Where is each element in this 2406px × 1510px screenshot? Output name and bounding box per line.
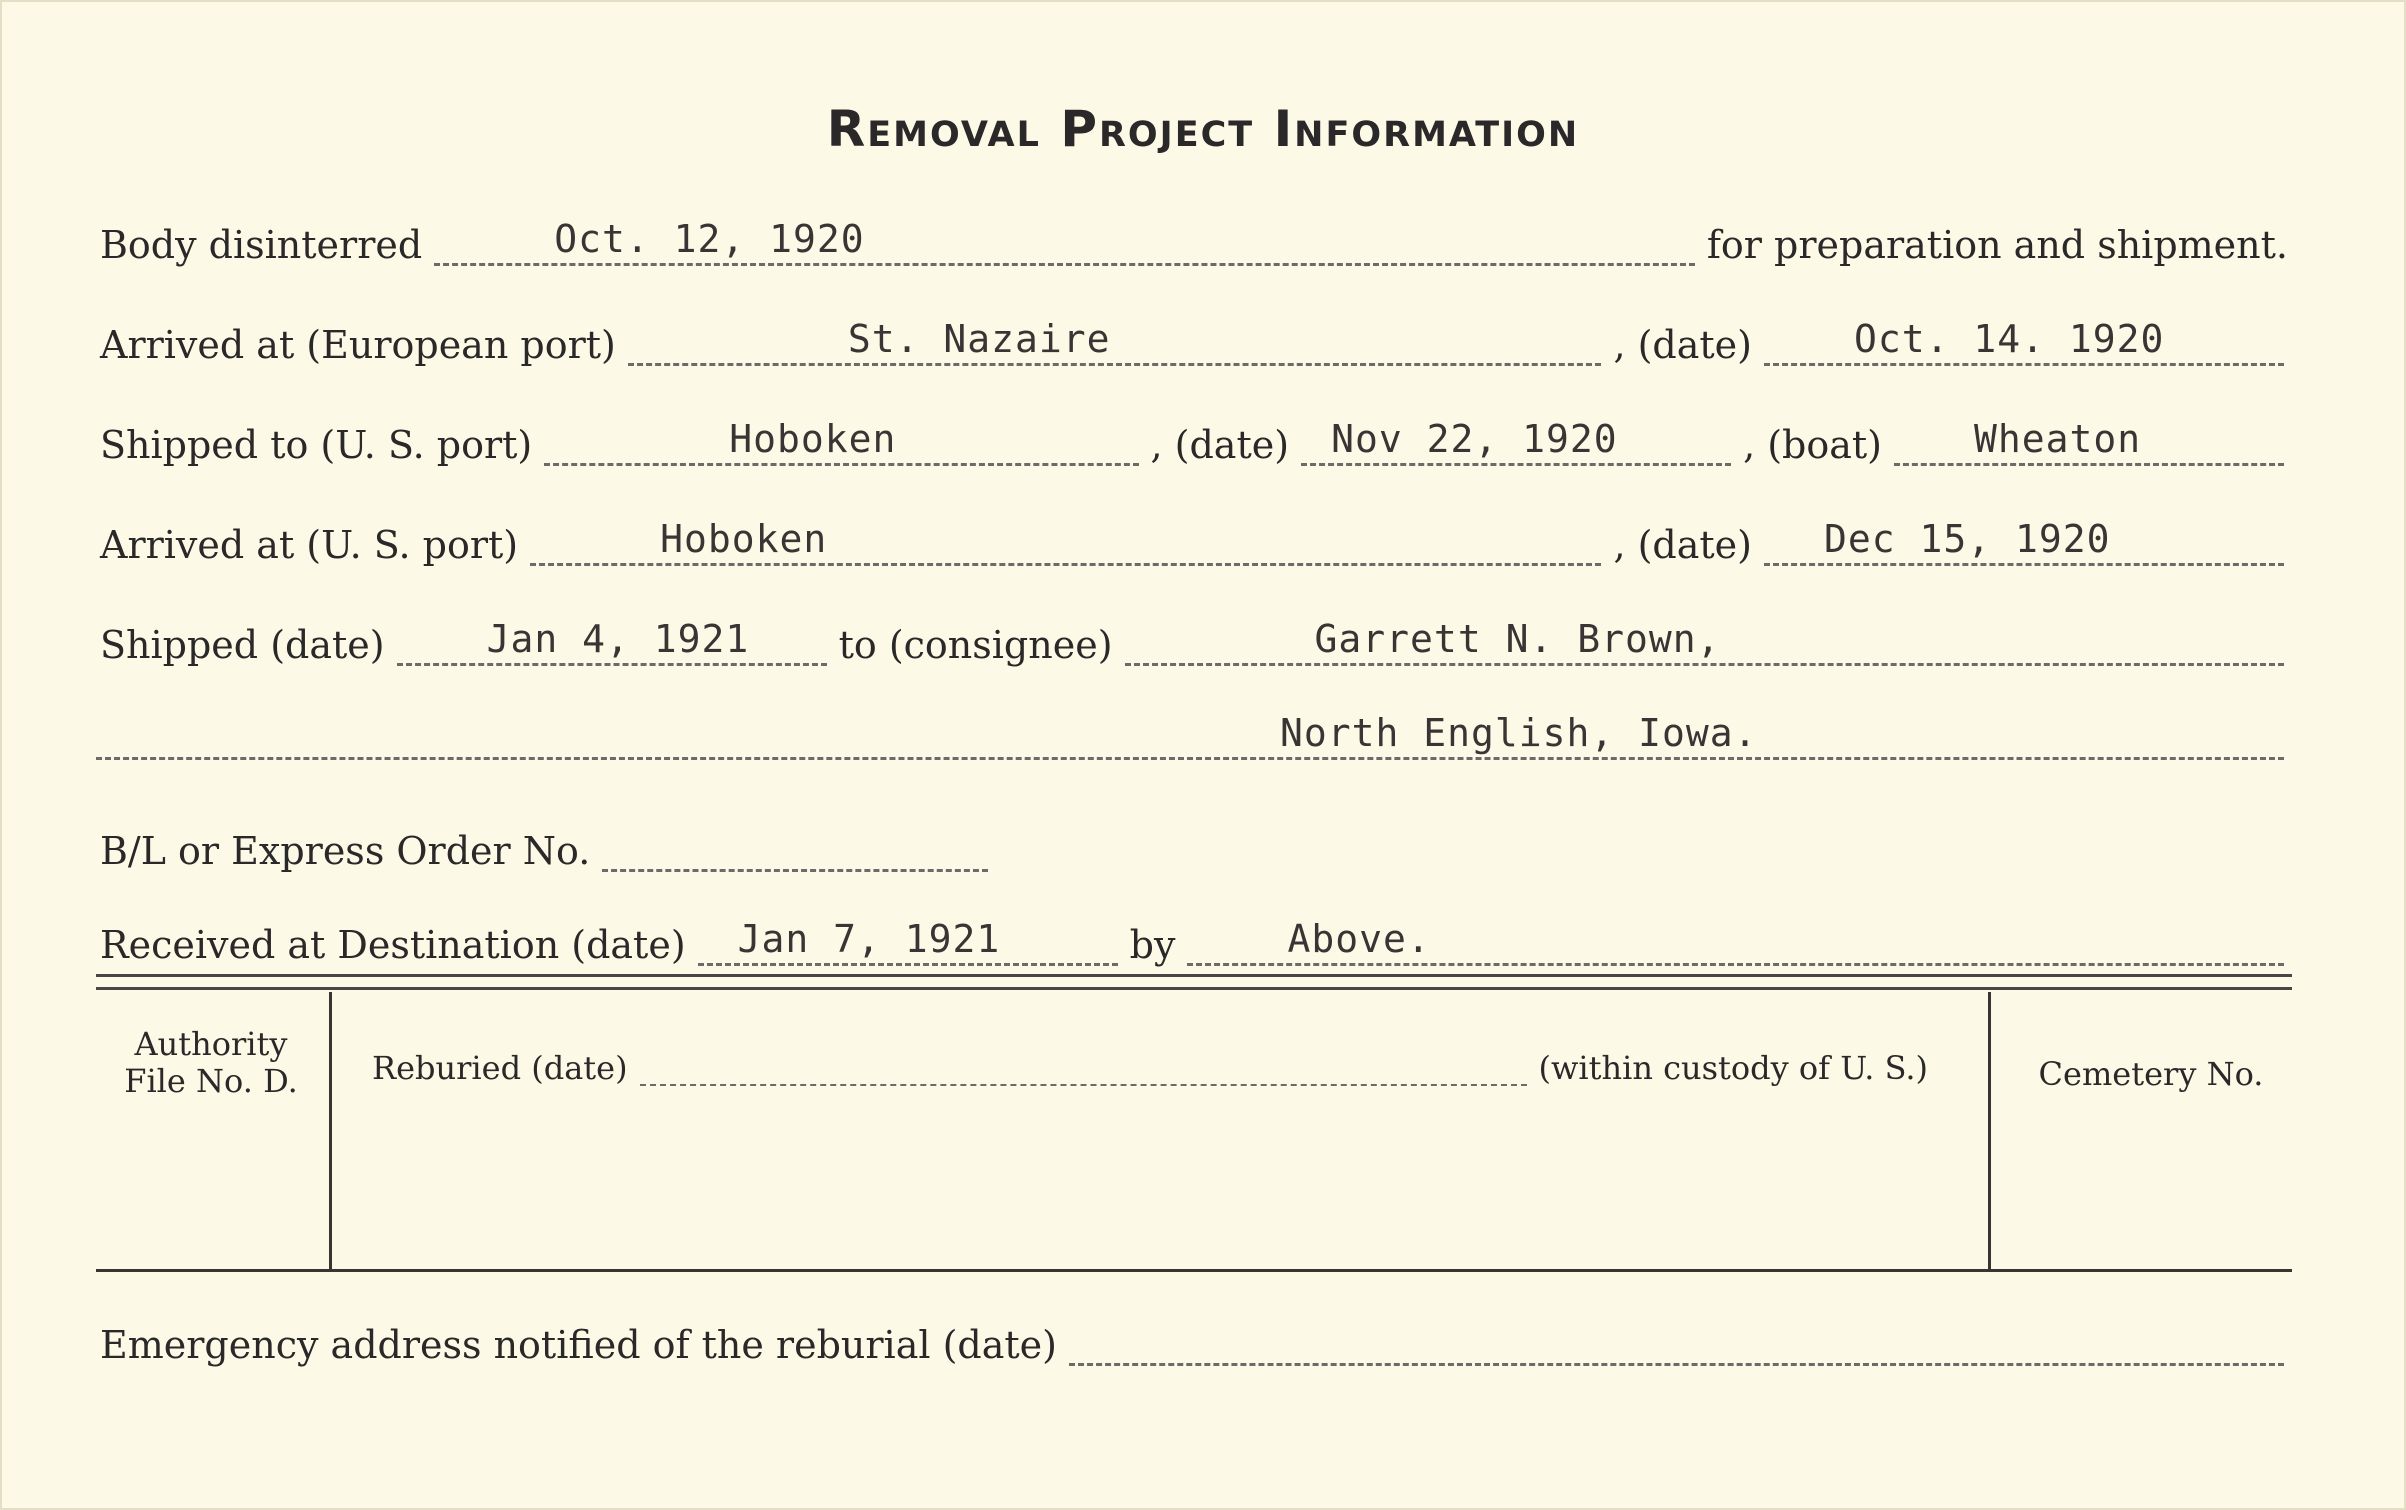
cemetery-no-label: Cemetery No. — [2038, 1055, 2264, 1093]
european-port-row — [96, 308, 2292, 366]
body-disinterred-label: Body disinterred — [100, 223, 423, 267]
bl-order-field[interactable] — [602, 825, 988, 872]
bl-order-label: B/L or Express Order No. — [100, 829, 591, 873]
double-rule — [96, 974, 2292, 990]
column-divider-left — [329, 992, 332, 1272]
body-disinterred-field[interactable] — [434, 219, 1695, 266]
reburial-table — [96, 992, 2292, 1272]
received-by-value: Above. — [1287, 917, 1431, 961]
shipped-date-value: Jan 4, 1921 — [486, 617, 750, 661]
received-date-value: Jan 7, 1921 — [737, 917, 1001, 961]
body-disinterred-row — [96, 208, 2292, 266]
table-bottom-rule — [96, 1269, 2292, 1272]
body-disinterred-value: Oct. 12, 1920 — [554, 217, 865, 261]
reburied-label: Reburied (date) — [372, 1049, 628, 1087]
column-divider-right — [1988, 992, 1991, 1272]
authority-label: Authority — [134, 1025, 288, 1063]
shipped-to-date-label: , (date) — [1150, 423, 1290, 467]
european-port-field[interactable] — [628, 319, 1602, 366]
shipped-to-date-field[interactable] — [1301, 419, 1731, 466]
preparation-label: for preparation and shipment. — [1706, 223, 2288, 267]
consignee-address-field[interactable] — [96, 713, 2284, 760]
custody-label: (within custody of U. S.) — [1538, 1049, 1928, 1087]
us-port-field[interactable] — [530, 519, 1601, 566]
received-row — [96, 908, 2292, 966]
consignee-address-value: North English, Iowa. — [1280, 711, 1758, 755]
received-date-field[interactable] — [698, 919, 1118, 966]
european-port-value: St. Nazaire — [847, 317, 1111, 361]
emergency-row — [96, 1308, 2292, 1366]
consignee-label: to (consignee) — [838, 623, 1113, 667]
consignee-value: Garrett N. Brown, — [1314, 617, 1721, 661]
boat-value: Wheaton — [1974, 417, 2142, 461]
us-port-value: Hoboken — [660, 517, 828, 561]
reburied-row — [368, 1049, 1932, 1087]
received-by-label: by — [1129, 923, 1176, 967]
shipped-to-label: Shipped to (U. S. port) — [100, 423, 533, 467]
shipped-to-date-value: Nov 22, 1920 — [1331, 417, 1618, 461]
consignee-field[interactable] — [1125, 619, 2284, 666]
shipped-date-row — [96, 608, 2292, 666]
boat-label: , (boat) — [1743, 423, 1882, 467]
card-title: Removal Project Information — [826, 100, 1580, 158]
us-port-row — [96, 508, 2292, 566]
consignee-address-row — [96, 702, 2292, 760]
european-date-field[interactable] — [1764, 319, 2284, 366]
reburied-date-field[interactable] — [640, 1054, 1527, 1086]
received-label: Received at Destination (date) — [100, 923, 686, 967]
emergency-date-field[interactable] — [1069, 1319, 2284, 1366]
european-date-label: , (date) — [1613, 323, 1752, 367]
received-by-field[interactable] — [1187, 919, 2284, 966]
cemetery-no-cell[interactable] — [2036, 1056, 2266, 1093]
european-port-label: Arrived at (European port) — [100, 323, 616, 367]
shipped-date-field[interactable] — [397, 619, 827, 666]
file-no-label: File No. D. — [124, 1061, 298, 1100]
shipped-to-port-value: Hoboken — [729, 417, 897, 461]
us-port-label: Arrived at (U. S. port) — [100, 523, 519, 567]
boat-field[interactable] — [1894, 419, 2284, 466]
us-date-value: Dec 15, 1920 — [1824, 517, 2111, 561]
shipped-to-row — [96, 408, 2292, 466]
us-date-field[interactable] — [1764, 519, 2284, 566]
emergency-label: Emergency address notified of the reburial (date) — [100, 1323, 1057, 1367]
bl-order-row — [96, 814, 996, 872]
shipped-date-label: Shipped (date) — [100, 623, 385, 667]
european-date-value: Oct. 14. 1920 — [1854, 317, 2165, 361]
shipped-to-port-field[interactable] — [544, 419, 1138, 466]
authority-cell[interactable] — [116, 1026, 306, 1100]
us-date-label: , (date) — [1613, 523, 1752, 567]
